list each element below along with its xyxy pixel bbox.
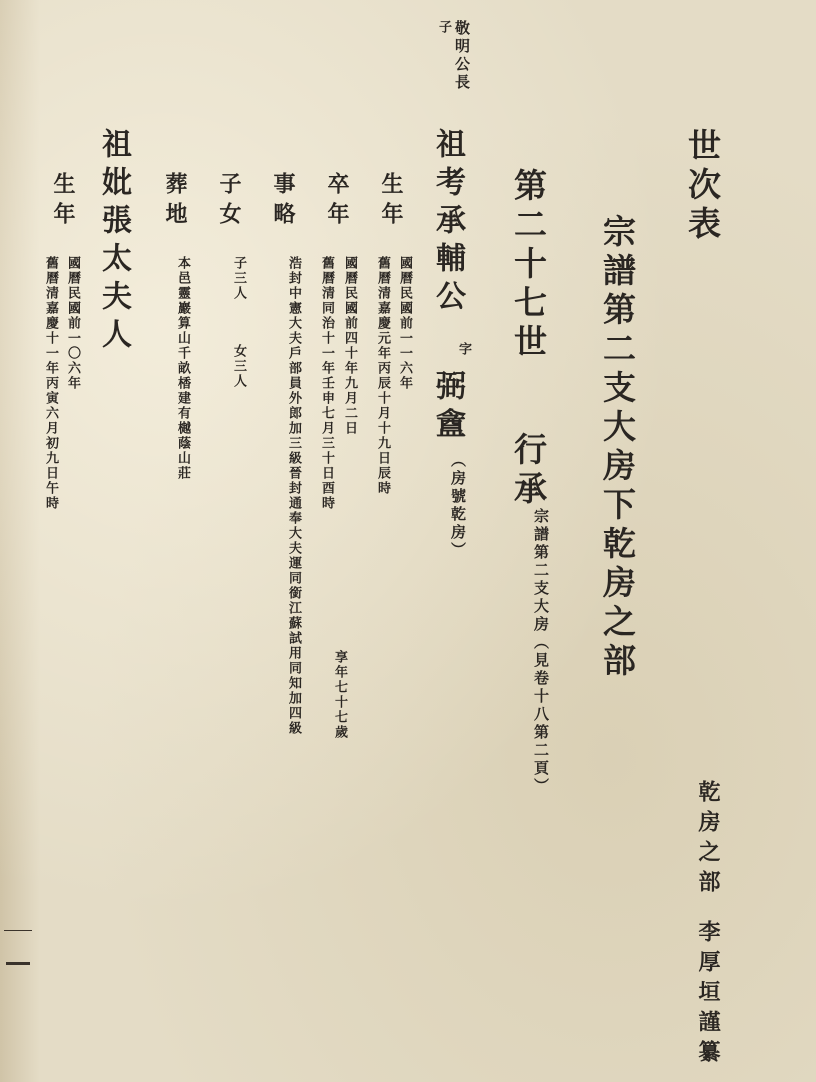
ancestress-birth-lunar: 舊曆清嘉慶十一年丙寅六月初九日午時 xyxy=(43,256,58,511)
generation-label: 第二十七世 xyxy=(509,168,548,363)
margin-rule xyxy=(4,930,32,931)
branch-title: 宗譜第二支大房下乾房之部 xyxy=(598,214,637,682)
rank-note: 宗譜第二支大房（見卷十八第二頁） xyxy=(532,508,550,796)
ancestress-title: 祖妣張太夫人 xyxy=(96,128,131,356)
daughters-count: 女三人 xyxy=(231,344,246,389)
courtesy-name: 弼盦 xyxy=(430,370,465,446)
table-title: 世次表 xyxy=(683,128,722,245)
compiler-name: 李厚垣謹纂 xyxy=(695,920,721,1070)
death-gregorian: 國曆民國前四十年九月二日 xyxy=(342,256,357,436)
ancestress-birth-gregorian: 國曆民國前一〇六年 xyxy=(65,256,80,391)
zi-label: 字 xyxy=(456,342,471,357)
sons-count: 子三人 xyxy=(231,256,246,301)
house-name: （房號乾房） xyxy=(449,452,467,560)
burial-label: 葬地 xyxy=(162,172,188,232)
birth-label: 生年 xyxy=(378,172,404,232)
page-number xyxy=(6,962,30,965)
birth-gregorian: 國曆民國前一一六年 xyxy=(397,256,412,391)
side-title: 乾房之部 xyxy=(695,780,721,900)
burial-place: 本邑靈巖算山千畝楿建有樾蔭山莊 xyxy=(175,256,190,481)
birth-lunar: 舊曆清嘉慶元年丙辰十月十九日辰時 xyxy=(375,256,390,496)
biography-text: 浩封中憲大夫戶部員外郎加三級晉封通奉大夫運同銜江蘇試用同知加四級 xyxy=(286,256,301,736)
son-names: 敬明公長 xyxy=(453,20,471,92)
rank-label: 行承 xyxy=(509,432,548,510)
children-label: 子女 xyxy=(216,172,242,232)
death-label: 卒年 xyxy=(324,172,350,232)
ancestress-birth-label: 生年 xyxy=(50,172,76,232)
death-age: 享年七十七歲 xyxy=(332,650,347,740)
son-label: 子 xyxy=(436,20,451,35)
ancestor-title: 祖考承輔公 xyxy=(430,128,465,318)
death-lunar: 舊曆清同治十一年壬申七月三十日酉時 xyxy=(319,256,334,511)
biography-label: 事略 xyxy=(270,172,296,232)
